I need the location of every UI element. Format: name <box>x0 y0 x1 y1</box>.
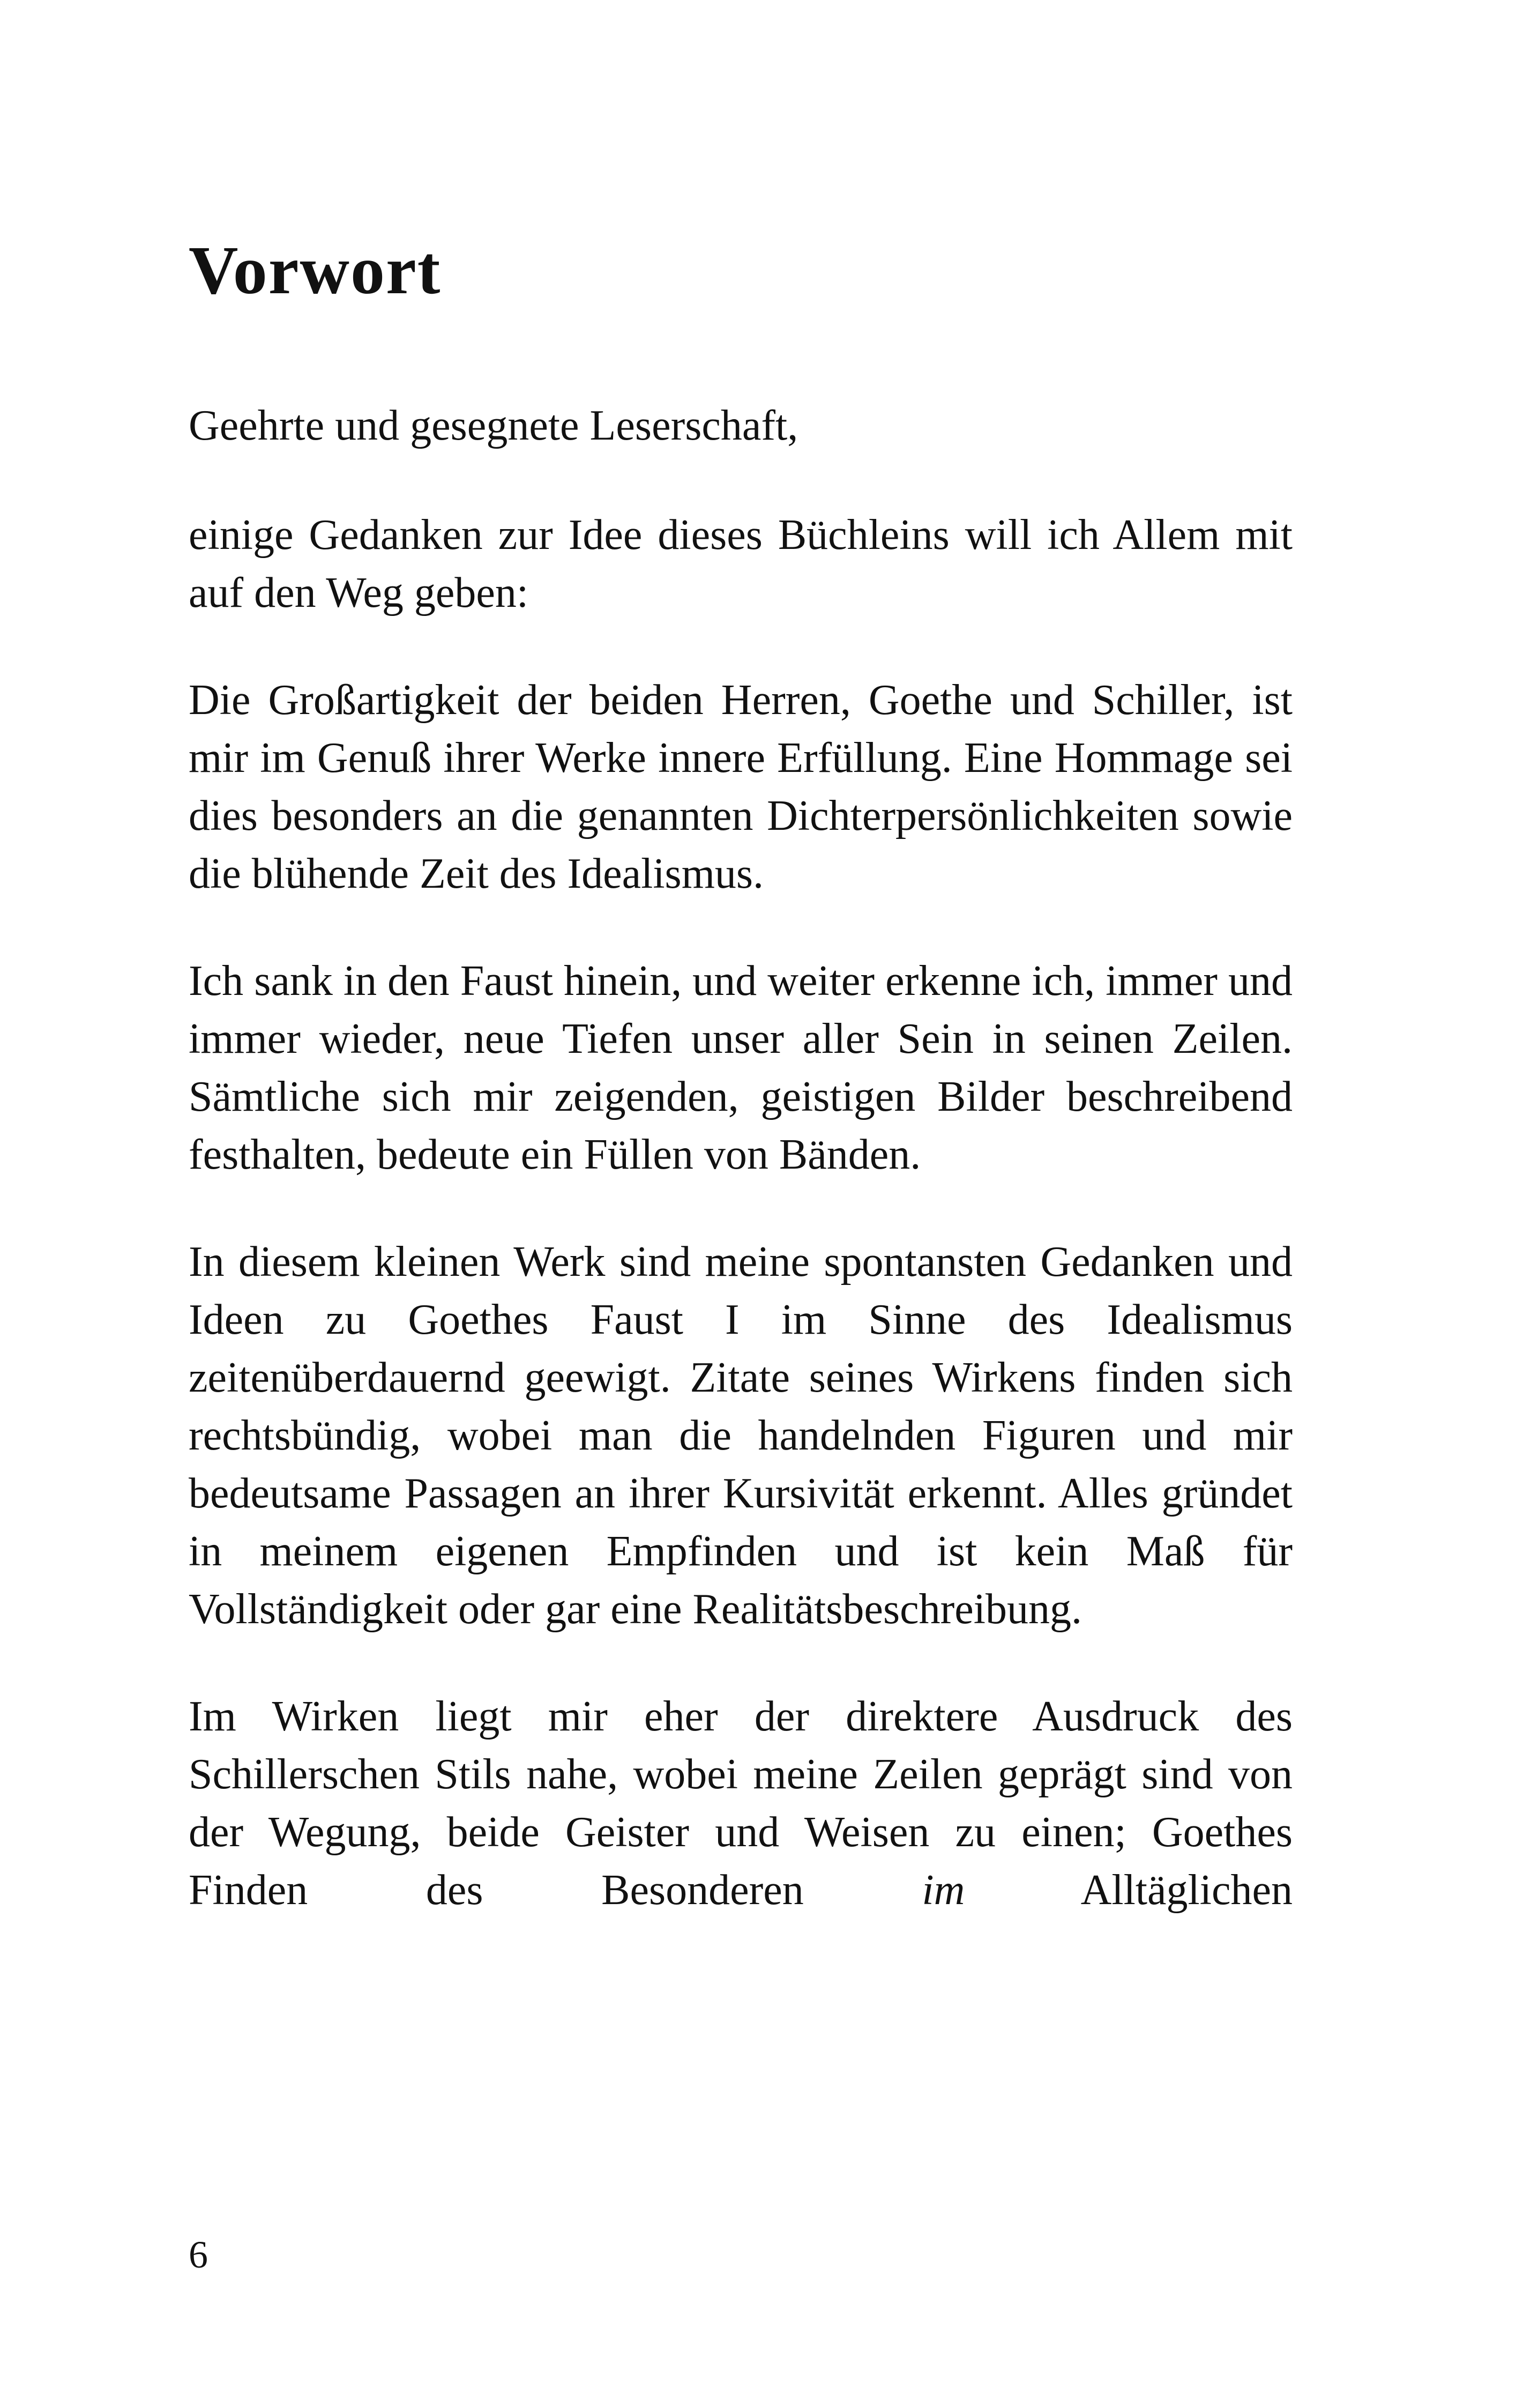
paragraph-5 <box>189 1688 1293 1919</box>
paragraph-2: Die Großartigkeit der beiden Herren, Goethe und Schiller, ist mir im Genuß ihrer Werke innere Erfüllung. Eine Hommage sei dies besonders an die genannten Dichterpersönlichkeiten sowie die blühende Zeit des Idealismus. <box>189 677 1293 897</box>
paragraph-1: einige Gedanken zur Idee dieses Büchleins will ich Allem mit auf den Weg geben: <box>189 511 1293 616</box>
paragraph-5-text-start: Im Wirken liegt mir eher der direktere Ausdruck des Schillerschen Stils nahe, wobei meine Zeilen geprägt sind von der Wegung, beide Geister und Weisen zu einen; Goethes Finden des Besonderen <box>189 1693 1293 1914</box>
chapter-heading: Vorwort <box>189 232 442 308</box>
salutation: Geehrte und gesegnete Leserschaft, <box>189 402 798 449</box>
paragraph-4: In diesem kleinen Werk sind meine spontansten Gedanken und Ideen zu Goethes Faust I im Sinne des Idealismus zeitenüberdauernd geewigt. Zitate seines Wirkens finden sich rechtsbündig, wobei man die handelnden Figuren und mir bedeutsame Passagen an ihrer Kursivität erkennt. Alles gründet in meinem eigenen Empfinden und ist kein Maß für Vollständigkeit oder gar eine Realitätsbeschreibung. <box>189 1238 1293 1633</box>
italic-emphasis: im <box>922 1867 965 1914</box>
paragraph-3: Ich sank in den Faust hinein, und weiter erkenne ich, immer und immer wieder, neue Tiefen unser aller Sein in seinen Zeilen. Sämtliche sich mir zeigenden, geistigen Bilder beschreibend festhalten, bedeute ein Füllen von Bänden. <box>189 957 1293 1178</box>
page-number: 6 <box>189 2233 208 2276</box>
paragraph-5-text-end: Alltäglichen <box>965 1867 1293 1914</box>
body-text <box>189 397 1293 1919</box>
